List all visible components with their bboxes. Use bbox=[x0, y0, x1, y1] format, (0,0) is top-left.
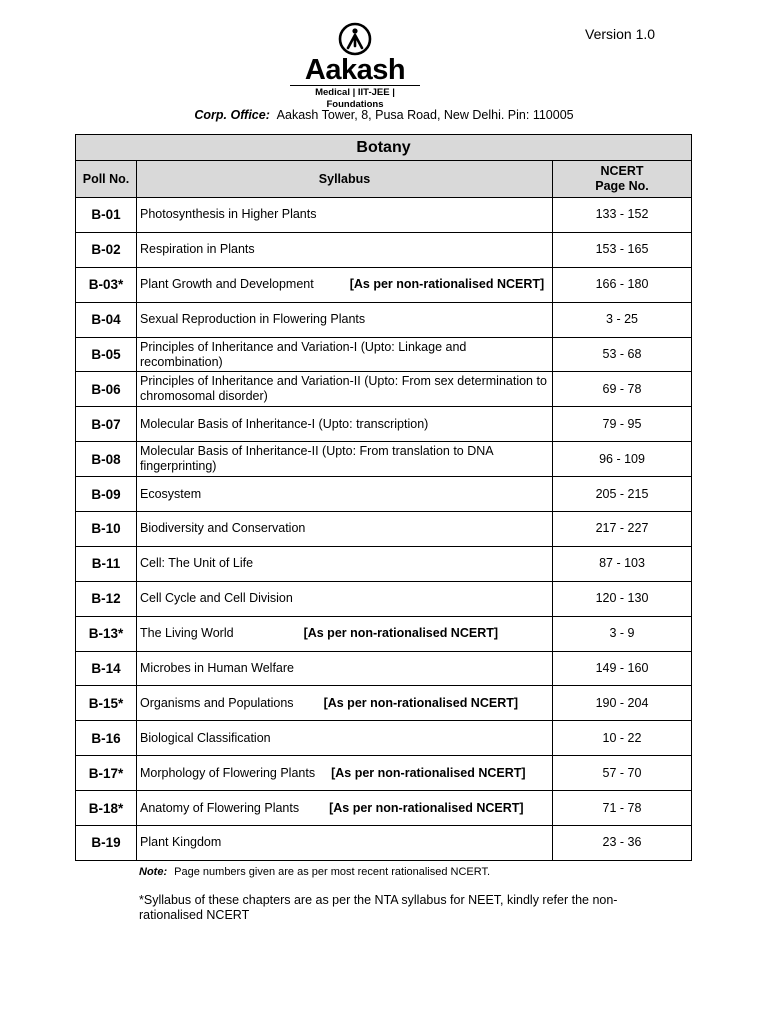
logo-emblem-icon bbox=[338, 22, 372, 56]
table-row bbox=[76, 756, 692, 791]
ncert-page-range: 3 - 25 bbox=[553, 302, 692, 337]
botany-syllabus-table bbox=[75, 134, 692, 861]
syllabus-cell bbox=[137, 756, 553, 791]
corp-office-label: Corp. Office: bbox=[194, 108, 270, 122]
poll-number: B-07 bbox=[76, 407, 137, 442]
table-row bbox=[76, 721, 692, 756]
non-rationalised-note: [As per non-rationalised NCERT] bbox=[349, 277, 545, 292]
ncert-page-range: 217 - 227 bbox=[553, 512, 692, 547]
syllabus-topic: Molecular Basis of Inheritance-I (Upto: transcription) bbox=[140, 416, 429, 431]
ncert-page-range: 87 - 103 bbox=[553, 546, 692, 581]
syllabus-topic: Molecular Basis of Inheritance-II (Upto: From translation to DNA fingerprinting) bbox=[140, 444, 493, 474]
poll-number: B-04 bbox=[76, 302, 137, 337]
table-row bbox=[76, 791, 692, 826]
syllabus-topic: Plant Growth and Development bbox=[140, 277, 314, 292]
note-text: Page numbers given are as per most recent rationalised NCERT. bbox=[174, 866, 491, 878]
aakash-logo bbox=[290, 22, 420, 110]
poll-number: B-14 bbox=[76, 651, 137, 686]
poll-number: B-19 bbox=[76, 826, 137, 861]
poll-number: B-15* bbox=[76, 686, 137, 721]
corp-office-line bbox=[0, 108, 768, 122]
header-poll-no: Poll No. bbox=[76, 161, 137, 198]
syllabus-topic: Cell Cycle and Cell Division bbox=[140, 591, 293, 606]
non-rationalised-note: [As per non-rationalised NCERT] bbox=[331, 765, 526, 780]
ncert-page-range: 23 - 36 bbox=[553, 826, 692, 861]
poll-number: B-11 bbox=[76, 546, 137, 581]
poll-number: B-08 bbox=[76, 442, 137, 477]
ncert-page-range: 205 - 215 bbox=[553, 477, 692, 512]
poll-number: B-13* bbox=[76, 616, 137, 651]
syllabus-cell bbox=[137, 616, 553, 651]
table-row bbox=[76, 581, 692, 616]
table-row bbox=[76, 337, 692, 372]
non-rationalised-note: [As per non-rationalised NCERT] bbox=[323, 695, 519, 710]
poll-number: B-18* bbox=[76, 791, 137, 826]
ncert-page-range: 69 - 78 bbox=[553, 372, 692, 407]
table-row bbox=[76, 407, 692, 442]
poll-number: B-01 bbox=[76, 198, 137, 233]
syllabus-topic: The Living World bbox=[140, 626, 234, 641]
table-row bbox=[76, 651, 692, 686]
syllabus-topic: Ecosystem bbox=[140, 486, 202, 501]
poll-number: B-09 bbox=[76, 477, 137, 512]
ncert-page-range: 3 - 9 bbox=[553, 616, 692, 651]
ncert-page-range: 10 - 22 bbox=[553, 721, 692, 756]
syllabus-topic: Microbes in Human Welfare bbox=[140, 661, 294, 676]
poll-number: B-17* bbox=[76, 756, 137, 791]
ncert-page-range: 71 - 78 bbox=[553, 791, 692, 826]
note-label: Note: bbox=[139, 866, 168, 878]
ncert-page-range: 53 - 68 bbox=[553, 337, 692, 372]
ncert-page-range: 190 - 204 bbox=[553, 686, 692, 721]
table-row bbox=[76, 372, 692, 407]
syllabus-cell bbox=[137, 651, 553, 686]
syllabus-topic: Cell: The Unit of Life bbox=[140, 556, 254, 571]
header-ncert-page bbox=[553, 161, 692, 198]
header-syllabus: Syllabus bbox=[137, 161, 553, 198]
syllabus-cell bbox=[137, 826, 553, 861]
table-row bbox=[76, 477, 692, 512]
syllabus-topic: Organisms and Populations bbox=[140, 695, 294, 710]
poll-number: B-02 bbox=[76, 232, 137, 267]
syllabus-topic: Plant Kingdom bbox=[140, 835, 222, 850]
ncert-page-range: 96 - 109 bbox=[553, 442, 692, 477]
logo-subtitle: Medical | IIT-JEE | Foundations bbox=[290, 85, 420, 111]
ncert-page-range: 149 - 160 bbox=[553, 651, 692, 686]
table-row bbox=[76, 198, 692, 233]
ncert-page-range: 133 - 152 bbox=[553, 198, 692, 233]
syllabus-topic: Photosynthesis in Higher Plants bbox=[140, 207, 317, 222]
syllabus-topic: Sexual Reproduction in Flowering Plants bbox=[140, 312, 366, 327]
syllabus-cell bbox=[137, 267, 553, 302]
syllabus-cell bbox=[137, 512, 553, 547]
table-row bbox=[76, 442, 692, 477]
syllabus-cell bbox=[137, 442, 553, 477]
table-row bbox=[76, 546, 692, 581]
syllabus-topic: Principles of Inheritance and Variation-II (Upto: From sex determination to chromosomal disorder) bbox=[140, 374, 547, 404]
ncert-page-range: 79 - 95 bbox=[553, 407, 692, 442]
syllabus-topic: Biodiversity and Conservation bbox=[140, 521, 306, 536]
poll-number: B-12 bbox=[76, 581, 137, 616]
ncert-page-range: 153 - 165 bbox=[553, 232, 692, 267]
header-ncert-line1: NCERT bbox=[600, 164, 644, 178]
syllabus-cell bbox=[137, 232, 553, 267]
table-row bbox=[76, 686, 692, 721]
syllabus-topic: Respiration in Plants bbox=[140, 242, 255, 257]
ncert-page-range: 166 - 180 bbox=[553, 267, 692, 302]
header-ncert-line2: Page No. bbox=[595, 179, 649, 193]
table-title: Botany bbox=[76, 135, 692, 161]
poll-number: B-16 bbox=[76, 721, 137, 756]
poll-number: B-10 bbox=[76, 512, 137, 547]
syllabus-cell bbox=[137, 791, 553, 826]
table-row bbox=[76, 302, 692, 337]
table-row bbox=[76, 826, 692, 861]
ncert-page-range: 120 - 130 bbox=[553, 581, 692, 616]
non-rationalised-note: [As per non-rationalised NCERT] bbox=[303, 626, 499, 641]
syllabus-cell bbox=[137, 477, 553, 512]
syllabus-cell bbox=[137, 721, 553, 756]
poll-number: B-06 bbox=[76, 372, 137, 407]
syllabus-cell bbox=[137, 581, 553, 616]
syllabus-cell bbox=[137, 337, 553, 372]
syllabus-cell bbox=[137, 198, 553, 233]
poll-number: B-03* bbox=[76, 267, 137, 302]
page-note bbox=[139, 866, 490, 878]
corp-office-address: Aakash Tower, 8, Pusa Road, New Delhi. Pin: 110005 bbox=[276, 108, 574, 122]
syllabus-cell bbox=[137, 302, 553, 337]
table-row bbox=[76, 512, 692, 547]
poll-number: B-05 bbox=[76, 337, 137, 372]
syllabus-cell bbox=[137, 372, 553, 407]
syllabus-cell bbox=[137, 686, 553, 721]
table-row bbox=[76, 616, 692, 651]
syllabus-topic: Anatomy of Flowering Plants bbox=[140, 800, 300, 815]
table-row bbox=[76, 232, 692, 267]
syllabus-topic: Biological Classification bbox=[140, 730, 271, 745]
syllabus-topic: Morphology of Flowering Plants bbox=[140, 765, 316, 780]
table-row bbox=[76, 267, 692, 302]
logo-brand-text: Aakash bbox=[304, 54, 406, 86]
syllabus-cell bbox=[137, 407, 553, 442]
syllabus-topic: Principles of Inheritance and Variation-I (Upto: Linkage and recombination) bbox=[140, 339, 467, 369]
syllabus-cell bbox=[137, 546, 553, 581]
ncert-page-range: 57 - 70 bbox=[553, 756, 692, 791]
asterisk-footnote: *Syllabus of these chapters are as per the NTA syllabus for NEET, kindly refer the non-rationalised NCERT bbox=[139, 893, 618, 922]
version-label: Version 1.0 bbox=[585, 26, 656, 42]
non-rationalised-note: [As per non-rationalised NCERT] bbox=[329, 800, 524, 815]
